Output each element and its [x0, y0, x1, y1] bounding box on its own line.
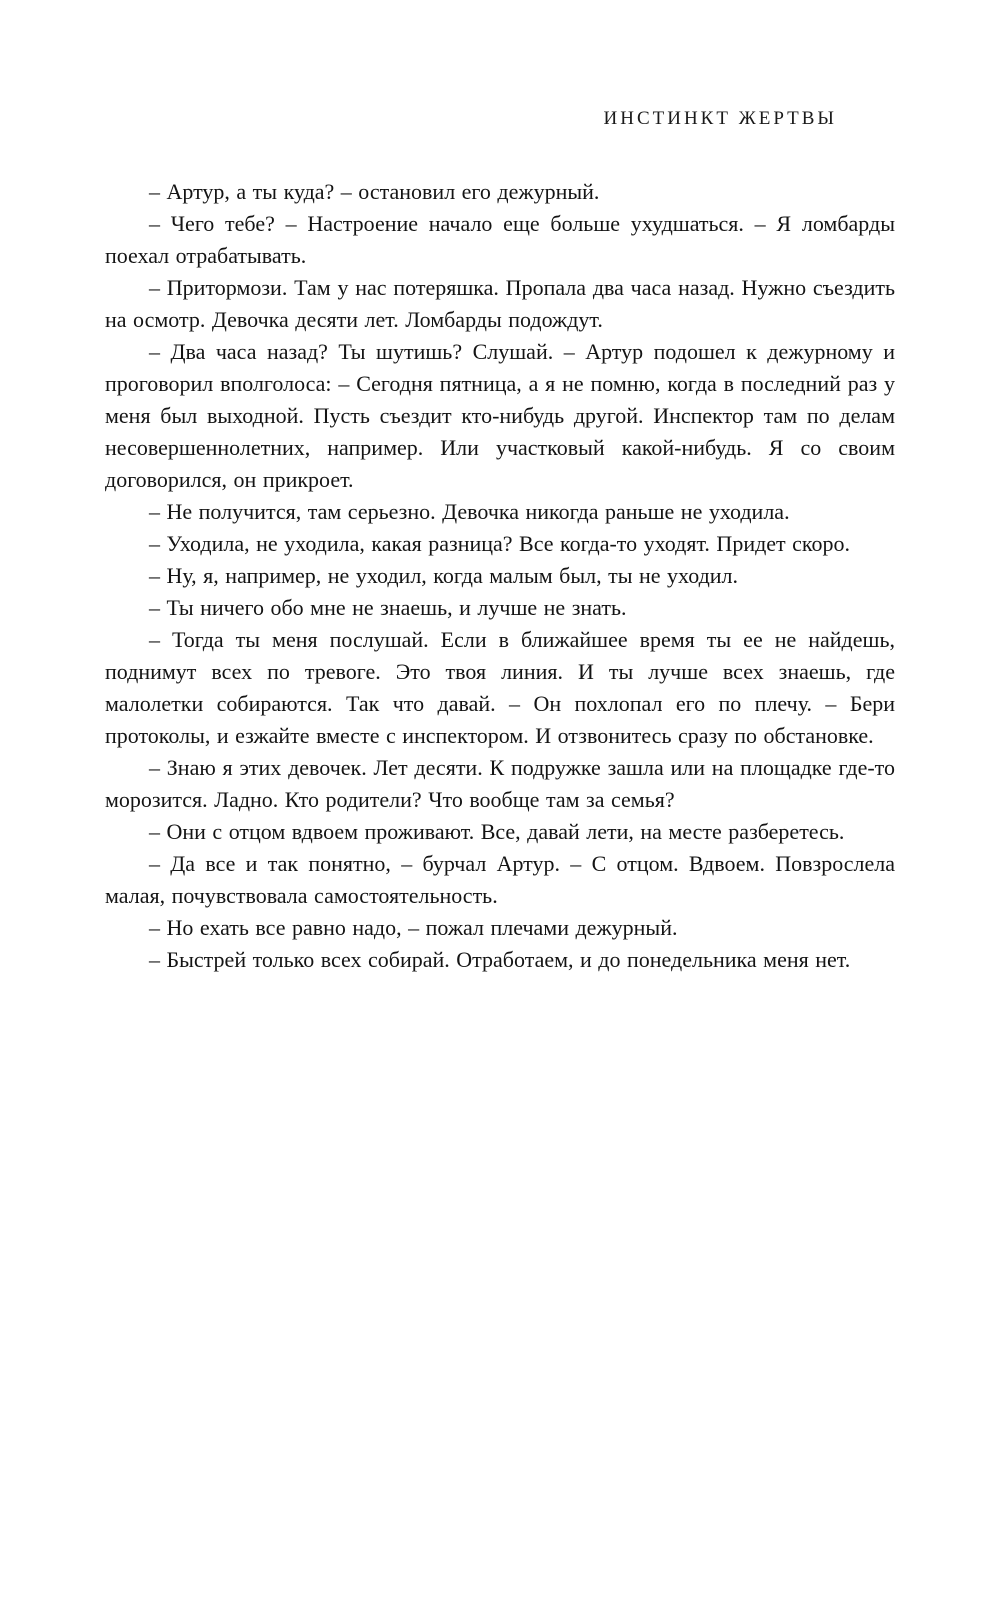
paragraph: – Они с отцом вдвоем проживают. Все, давай лети, на месте разберетесь.: [149, 819, 845, 844]
paragraph: – Уходила, не уходила, какая разница? Все когда-то уходят. Придет скоро.: [149, 531, 851, 556]
paragraph: – Не получится, там серьезно. Девочка никогда раньше не уходила.: [149, 499, 790, 524]
paragraph: – Тогда ты меня послушай. Если в ближайшее время ты ее не найдешь, поднимут всех по тревоге. Это твоя линия. И ты лучше всех знаешь, где малолетки собираются. Так что давай. – Он похлопал его по плечу. – Бери протоколы, и езжайте вместе с инспектором. И отзвонитесь сразу по обстановке.: [105, 627, 895, 748]
paragraph: – Да все и так понятно, – бурчал Артур. – С отцом. Вдвоем. Повзрослела малая, почувствовала самостоятельность.: [105, 851, 895, 908]
paragraph: – Ну, я, например, не уходил, когда малым был, ты не уходил.: [149, 563, 739, 588]
running-header: ИНСТИНКТ ЖЕРТВЫ: [603, 108, 837, 129]
paragraph: – Но ехать все равно надо, – пожал плечами дежурный.: [149, 915, 678, 940]
paragraph: – Артур, а ты куда? – остановил его дежурный.: [149, 179, 600, 204]
paragraph: – Знаю я этих девочек. Лет десяти. К подружке зашла или на площадке где-то морозится. Ладно. Кто родители? Что вообще там за семья?: [105, 755, 895, 812]
paragraph: – Два часа назад? Ты шутишь? Слушай. – Артур подошел к дежурному и проговорил вполголоса: – Сегодня пятница, а я не помню, когда в последний раз у меня был выходной. Пусть съездит кто-нибудь другой. Инспектор там по делам несовершеннолетних, например. Или участковый какой-нибудь. Я со своим договорился, он прикроет.: [105, 339, 895, 492]
paragraph: – Ты ничего обо мне не знаешь, и лучше не знать.: [149, 595, 627, 620]
paragraph: – Притормози. Там у нас потеряшка. Пропала два часа назад. Нужно съездить на осмотр. Девочка десяти лет. Ломбарды подождут.: [105, 275, 895, 332]
body-text: [105, 176, 895, 976]
paragraph: – Чего тебе? – Настроение начало еще больше ухудшаться. – Я ломбарды поехал отрабатывать.: [105, 211, 895, 268]
paragraph: – Быстрей только всех собирай. Отработаем, и до понедельника меня нет.: [149, 947, 851, 972]
